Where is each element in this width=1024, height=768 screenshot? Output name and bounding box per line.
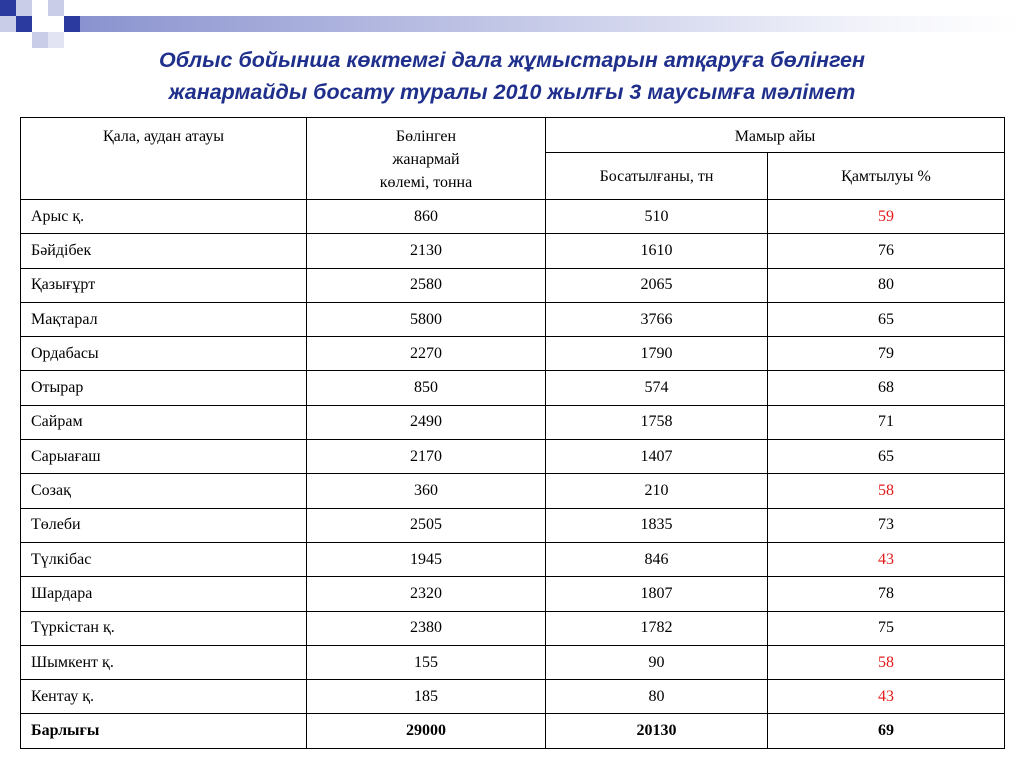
cell-district: Ордабасы bbox=[21, 337, 307, 371]
cell-coverage: 76 bbox=[768, 234, 1005, 268]
table-row bbox=[21, 474, 1005, 508]
cell-allocated: 2505 bbox=[307, 508, 546, 542]
table-row bbox=[21, 542, 1005, 576]
header-row bbox=[21, 118, 1005, 153]
header-allocated-line: көлемі, тонна bbox=[379, 174, 473, 191]
deco-square bbox=[48, 0, 64, 16]
cell-coverage: 43 bbox=[768, 680, 1005, 714]
table-row bbox=[21, 234, 1005, 268]
total-allocated: 29000 bbox=[307, 714, 546, 748]
cell-allocated: 155 bbox=[307, 645, 546, 679]
cell-district: Бәйдібек bbox=[21, 234, 307, 268]
cell-released: 574 bbox=[546, 371, 768, 405]
total-released: 20130 bbox=[546, 714, 768, 748]
cell-district: Төлеби bbox=[21, 508, 307, 542]
cell-allocated: 2170 bbox=[307, 440, 546, 474]
cell-released: 1758 bbox=[546, 405, 768, 439]
cell-released: 2065 bbox=[546, 268, 768, 302]
deco-gradient-bar bbox=[80, 16, 1024, 32]
cell-district: Арыс қ. bbox=[21, 200, 307, 234]
cell-coverage: 43 bbox=[768, 542, 1005, 576]
page-title bbox=[0, 44, 1024, 108]
cell-district: Сарыағаш bbox=[21, 440, 307, 474]
table-row bbox=[21, 302, 1005, 336]
title-line-2: жанармайды босату туралы 2010 жылғы 3 маусымға мәлімет bbox=[168, 80, 856, 104]
cell-allocated: 2270 bbox=[307, 337, 546, 371]
cell-coverage: 75 bbox=[768, 611, 1005, 645]
cell-allocated: 2380 bbox=[307, 611, 546, 645]
deco-square bbox=[64, 16, 80, 32]
cell-released: 1835 bbox=[546, 508, 768, 542]
cell-released: 1610 bbox=[546, 234, 768, 268]
table-row bbox=[21, 508, 1005, 542]
table-row bbox=[21, 577, 1005, 611]
cell-district: Қазығұрт bbox=[21, 268, 307, 302]
cell-coverage: 71 bbox=[768, 405, 1005, 439]
cell-allocated: 860 bbox=[307, 200, 546, 234]
table-row bbox=[21, 337, 1005, 371]
cell-released: 80 bbox=[546, 680, 768, 714]
header-released: Босатылғаны, тн bbox=[546, 153, 768, 200]
cell-coverage: 79 bbox=[768, 337, 1005, 371]
cell-allocated: 5800 bbox=[307, 302, 546, 336]
cell-district: Мақтарал bbox=[21, 302, 307, 336]
cell-district: Созақ bbox=[21, 474, 307, 508]
cell-coverage: 65 bbox=[768, 302, 1005, 336]
cell-coverage: 68 bbox=[768, 371, 1005, 405]
cell-allocated: 1945 bbox=[307, 542, 546, 576]
header-allocated bbox=[307, 118, 546, 200]
table-row bbox=[21, 680, 1005, 714]
cell-released: 1790 bbox=[546, 337, 768, 371]
cell-coverage: 73 bbox=[768, 508, 1005, 542]
header-month: Мамыр айы bbox=[546, 118, 1005, 153]
cell-district: Отырар bbox=[21, 371, 307, 405]
cell-released: 1407 bbox=[546, 440, 768, 474]
table-row bbox=[21, 645, 1005, 679]
header-allocated-line: жанармай bbox=[392, 151, 460, 168]
table-row bbox=[21, 611, 1005, 645]
header-district: Қала, аудан атауы bbox=[21, 118, 307, 200]
cell-district: Шардара bbox=[21, 577, 307, 611]
deco-square bbox=[0, 0, 16, 16]
cell-allocated: 360 bbox=[307, 474, 546, 508]
header-coverage: Қамтылуы % bbox=[768, 153, 1005, 200]
table-row bbox=[21, 268, 1005, 302]
cell-released: 846 bbox=[546, 542, 768, 576]
deco-square bbox=[16, 16, 32, 32]
cell-district: Кентау қ. bbox=[21, 680, 307, 714]
cell-coverage: 80 bbox=[768, 268, 1005, 302]
cell-allocated: 2320 bbox=[307, 577, 546, 611]
cell-district: Түркістан қ. bbox=[21, 611, 307, 645]
cell-released: 1782 bbox=[546, 611, 768, 645]
cell-released: 1807 bbox=[546, 577, 768, 611]
cell-allocated: 2490 bbox=[307, 405, 546, 439]
title-line-1: Облыс бойынша көктемгі дала жұмыстарын атқаруға бөлінген bbox=[159, 48, 865, 72]
cell-allocated: 2130 bbox=[307, 234, 546, 268]
deco-square bbox=[0, 16, 16, 32]
table-row bbox=[21, 440, 1005, 474]
table-row bbox=[21, 405, 1005, 439]
header-allocated-line: Бөлінген bbox=[395, 128, 457, 145]
total-row bbox=[21, 714, 1005, 748]
table-body bbox=[21, 200, 1005, 749]
cell-district: Шымкент қ. bbox=[21, 645, 307, 679]
cell-released: 210 bbox=[546, 474, 768, 508]
cell-allocated: 185 bbox=[307, 680, 546, 714]
cell-district: Түлкібас bbox=[21, 542, 307, 576]
table-row bbox=[21, 371, 1005, 405]
cell-released: 510 bbox=[546, 200, 768, 234]
cell-allocated: 850 bbox=[307, 371, 546, 405]
cell-allocated: 2580 bbox=[307, 268, 546, 302]
cell-coverage: 78 bbox=[768, 577, 1005, 611]
fuel-table bbox=[20, 117, 1005, 749]
cell-coverage: 58 bbox=[768, 474, 1005, 508]
deco-square bbox=[16, 0, 32, 16]
cell-coverage: 59 bbox=[768, 200, 1005, 234]
cell-released: 90 bbox=[546, 645, 768, 679]
cell-coverage: 58 bbox=[768, 645, 1005, 679]
table-row bbox=[21, 200, 1005, 234]
cell-coverage: 65 bbox=[768, 440, 1005, 474]
cell-district: Сайрам bbox=[21, 405, 307, 439]
cell-released: 3766 bbox=[546, 302, 768, 336]
total-coverage: 69 bbox=[768, 714, 1005, 748]
total-label: Барлығы bbox=[21, 714, 307, 748]
